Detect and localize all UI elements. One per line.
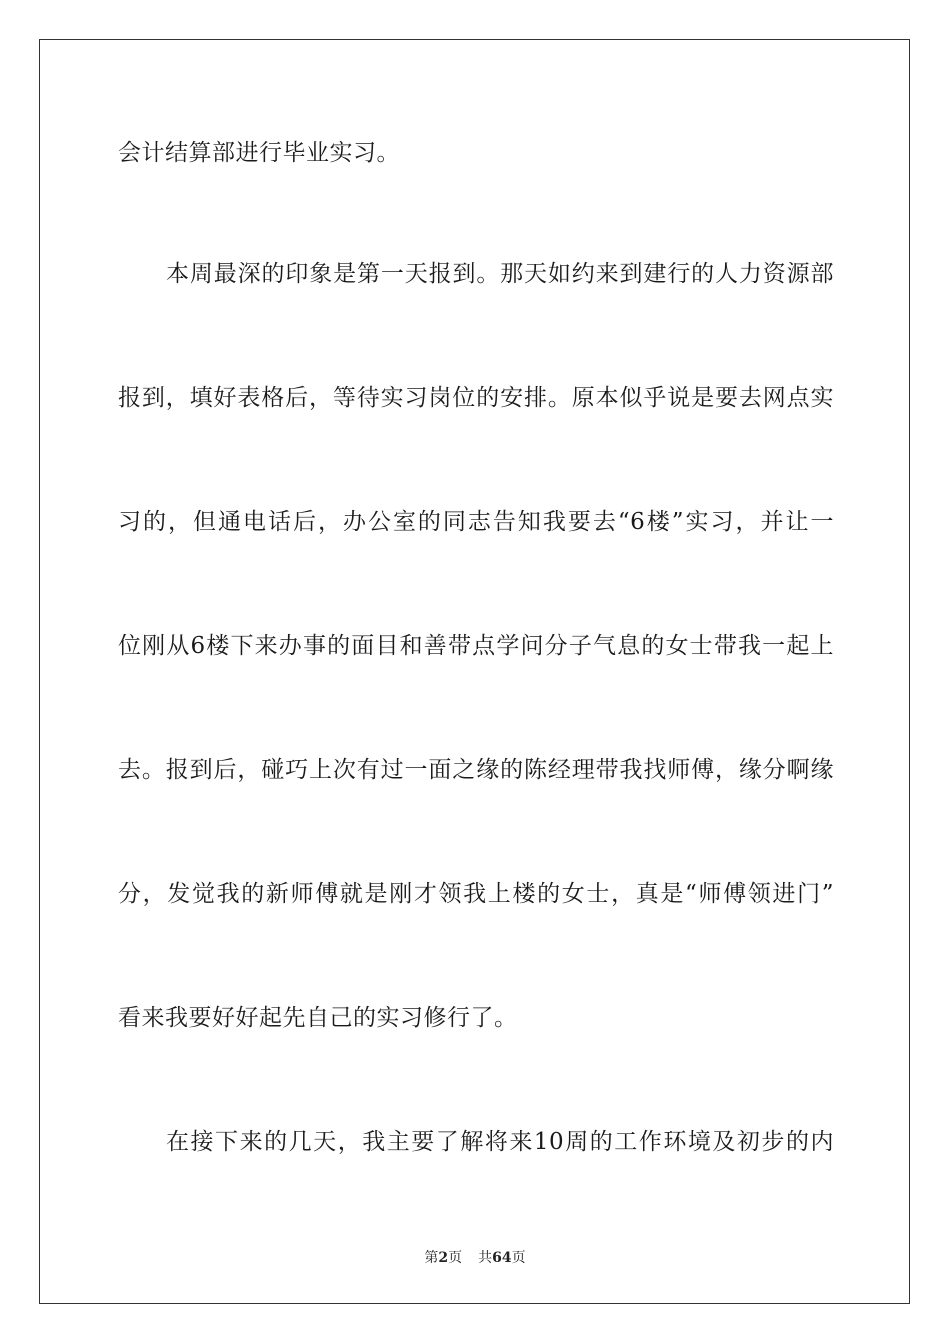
- text-line-9: 在接下来的几天，我主要了解将来10周的工作环境及初步的内: [166, 1129, 834, 1155]
- text-line-4: 习的，但通电话后，办公室的同志告知我要去“6楼”实习，并让一: [118, 509, 834, 535]
- total-prefix: 共: [478, 1250, 493, 1266]
- text-line-3: 报到，填好表格后，等待实习岗位的安排。原本似乎说是要去网点实: [118, 385, 834, 411]
- page-footer: [0, 1249, 950, 1267]
- total-suffix: 页: [511, 1250, 526, 1266]
- text-line-5: 位刚从6楼下来办事的面目和善带点学问分子气息的女士带我一起上: [118, 633, 834, 659]
- page-prefix: 第: [424, 1250, 439, 1266]
- text-line-1: 会计结算部进行毕业实习。: [118, 140, 400, 166]
- page-suffix: 页: [448, 1250, 463, 1266]
- total-pages: 64: [492, 1250, 512, 1266]
- text-line-8: 看来我要好好起先自己的实习修行了。: [118, 1005, 518, 1031]
- text-line-7: 分，发觉我的新师傅就是刚才领我上楼的女士，真是“师傅领进门”: [118, 881, 834, 907]
- text-line-6: 去。报到后，碰巧上次有过一面之缘的陈经理带我找师傅，缘分啊缘: [118, 757, 834, 783]
- page-border: [39, 39, 910, 1304]
- text-line-2: 本周最深的印象是第一天报到。那天如约来到建行的人力资源部: [166, 261, 834, 287]
- page-number: 2: [438, 1250, 449, 1266]
